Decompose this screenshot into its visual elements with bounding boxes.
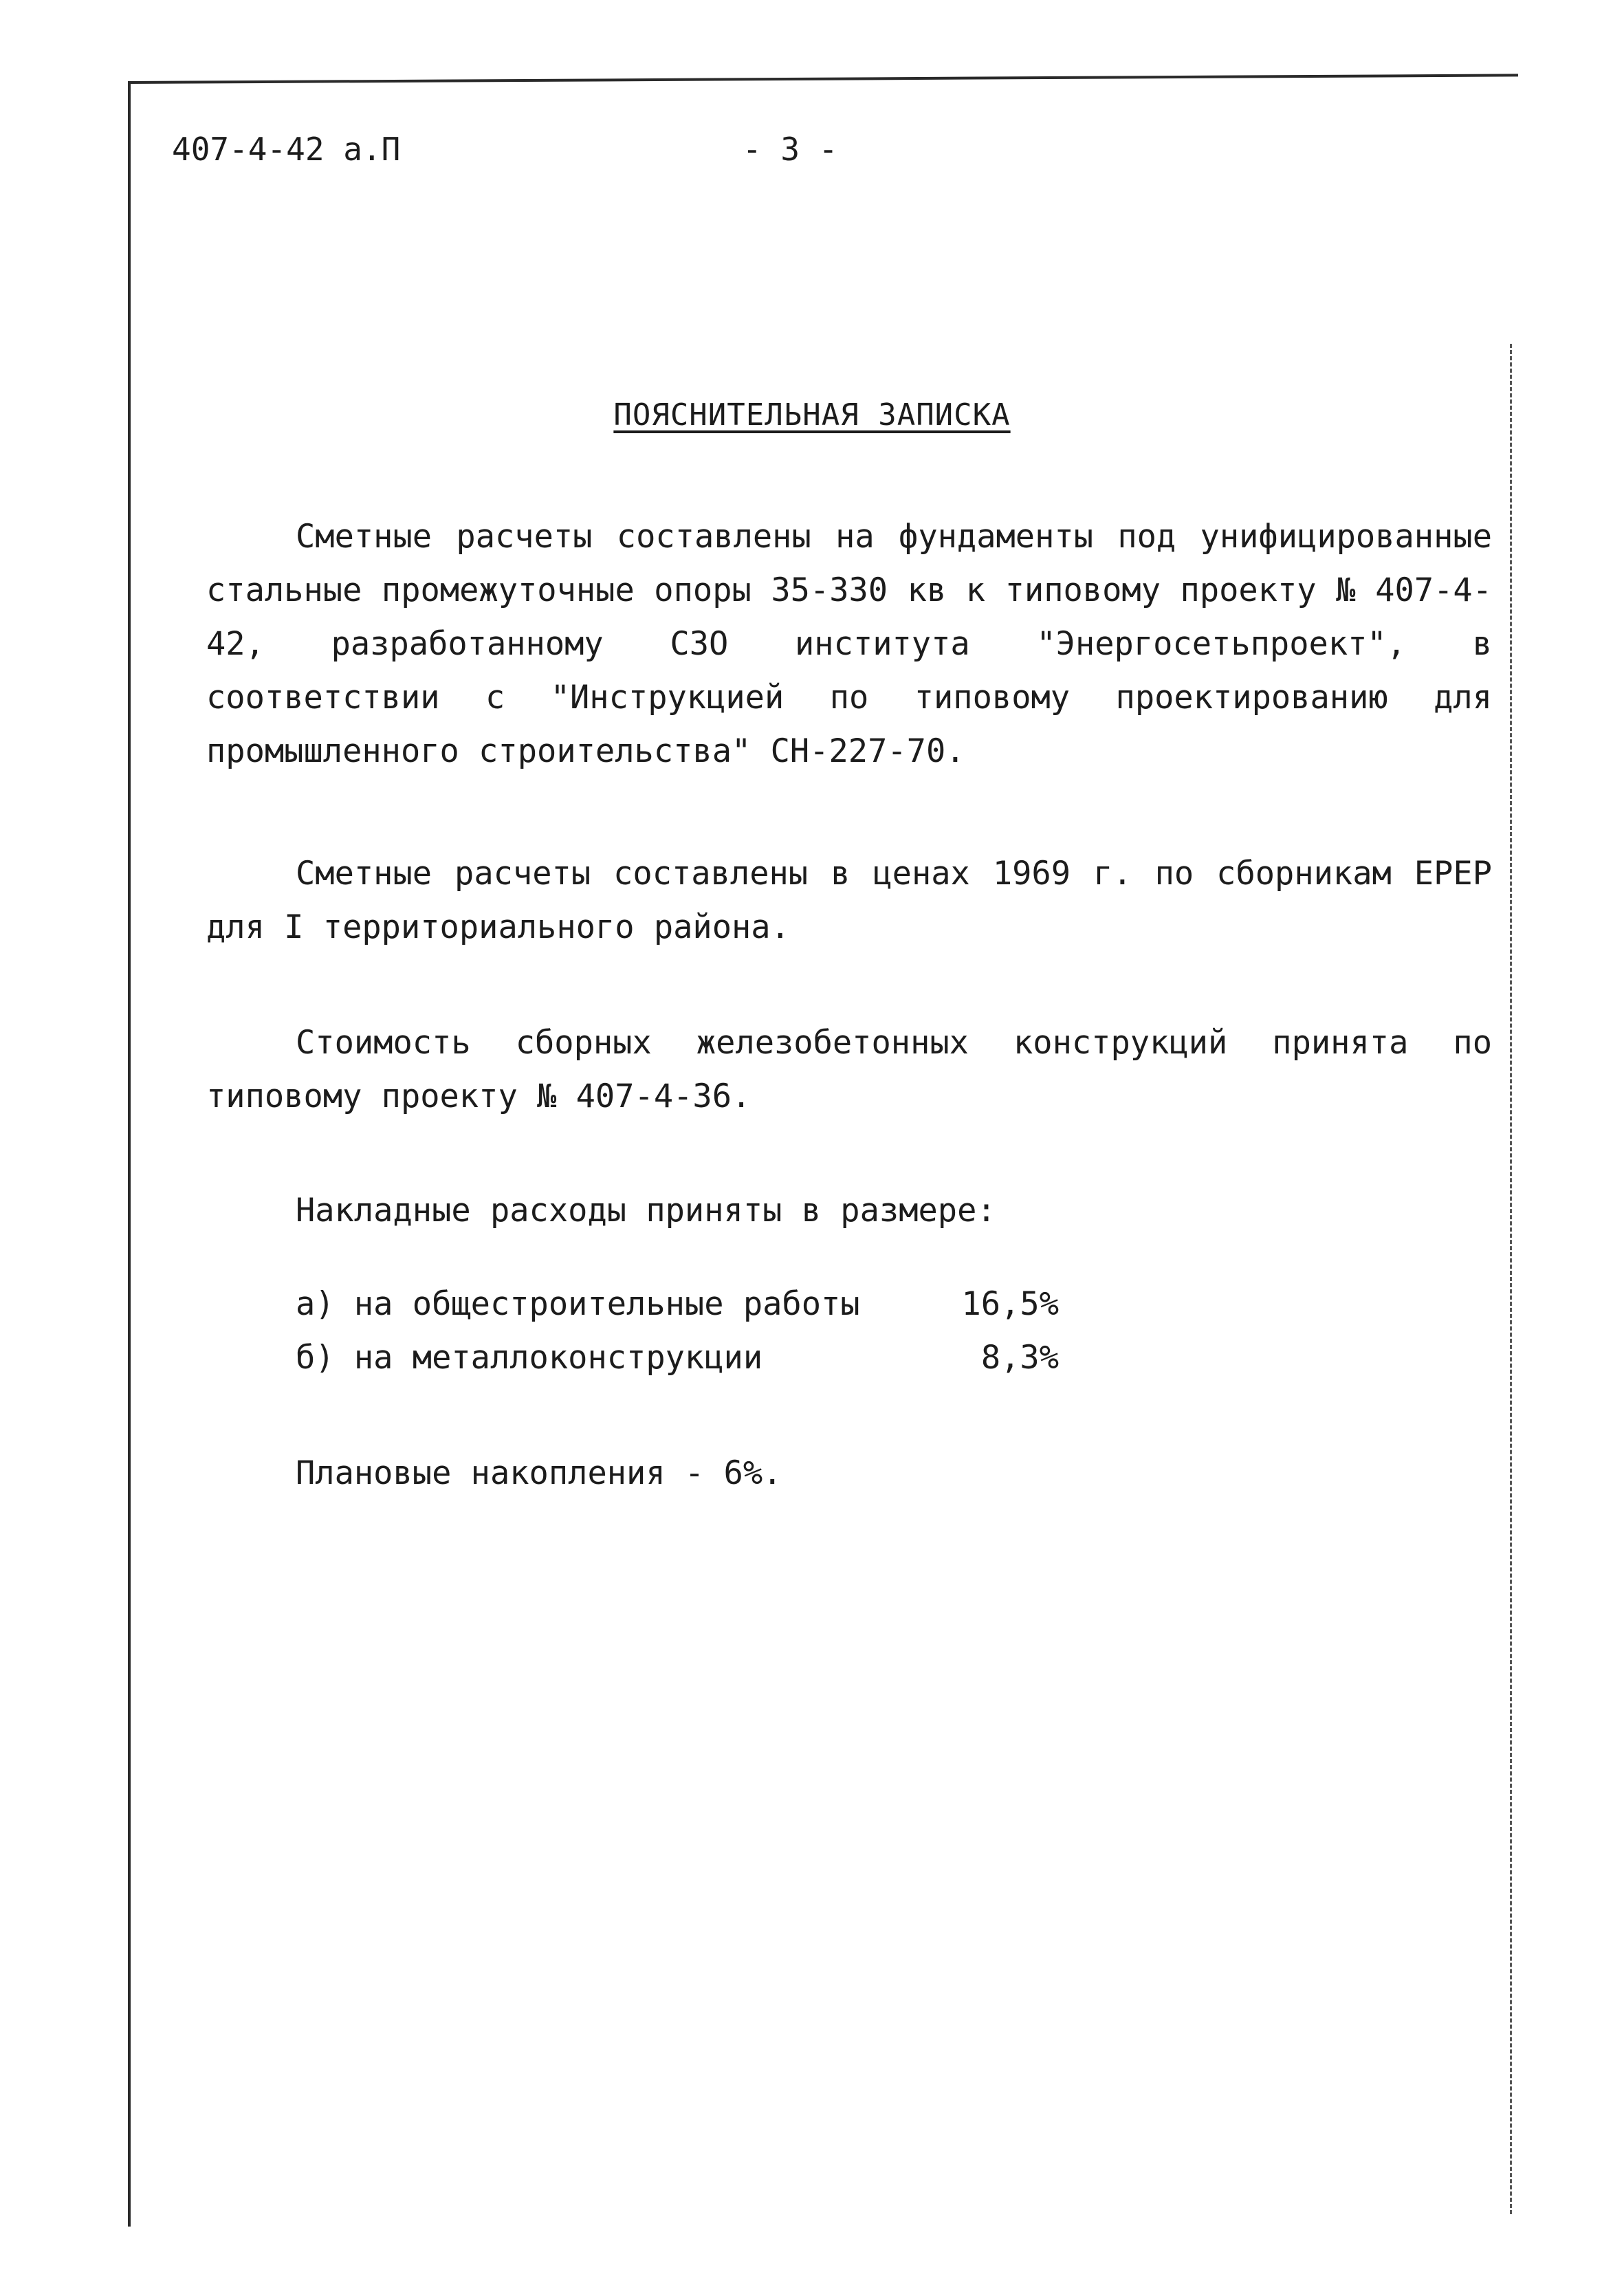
overhead-item-value: 16,5% <box>961 1285 1059 1323</box>
document-body <box>206 510 1492 1500</box>
overhead-item-value: 8,3% <box>980 1339 1059 1377</box>
overhead-list <box>296 1278 1492 1385</box>
planned-savings: Плановые накопления - 6%. <box>296 1454 782 1492</box>
overhead-item-label: б) на металлоконструкции <box>296 1339 763 1377</box>
paragraph-scope: Сметные расчеты составлены на фундаменты под унифицированные стальные промежуточные опоры 35-330 кв к типовому проекту № 407-4-42, разработанному СЗО института "Энергосетьпроект", в соответствии с "Инструкцией по типовому проектированию для промышленного строительства" СН-227-70. <box>206 518 1492 770</box>
paragraph-overhead-intro: Накладные расходы приняты в размере: <box>296 1192 996 1229</box>
document-title: ПОЯСНИТЕЛЬНАЯ ЗАПИСКА <box>613 397 1011 433</box>
paragraph-prices: Сметные расчеты составлены в ценах 1969 г. по сборникам ЕРЕР для I территориального района. <box>206 855 1492 946</box>
page-number: - 3 - <box>743 131 838 168</box>
page-header <box>172 131 1341 179</box>
paragraph-precast-cost: Стоимость сборных железобетонных конструкций принята по типовому проекту № 407-4-36. <box>206 1024 1492 1115</box>
page-border-right <box>1510 344 1512 2214</box>
list-item <box>296 1331 1059 1385</box>
overhead-item-label: а) на общестроительные работы <box>296 1285 860 1323</box>
page-border-top <box>128 74 1518 84</box>
document-code: 407-4-42 а.П <box>172 131 401 168</box>
list-item <box>296 1278 1059 1331</box>
